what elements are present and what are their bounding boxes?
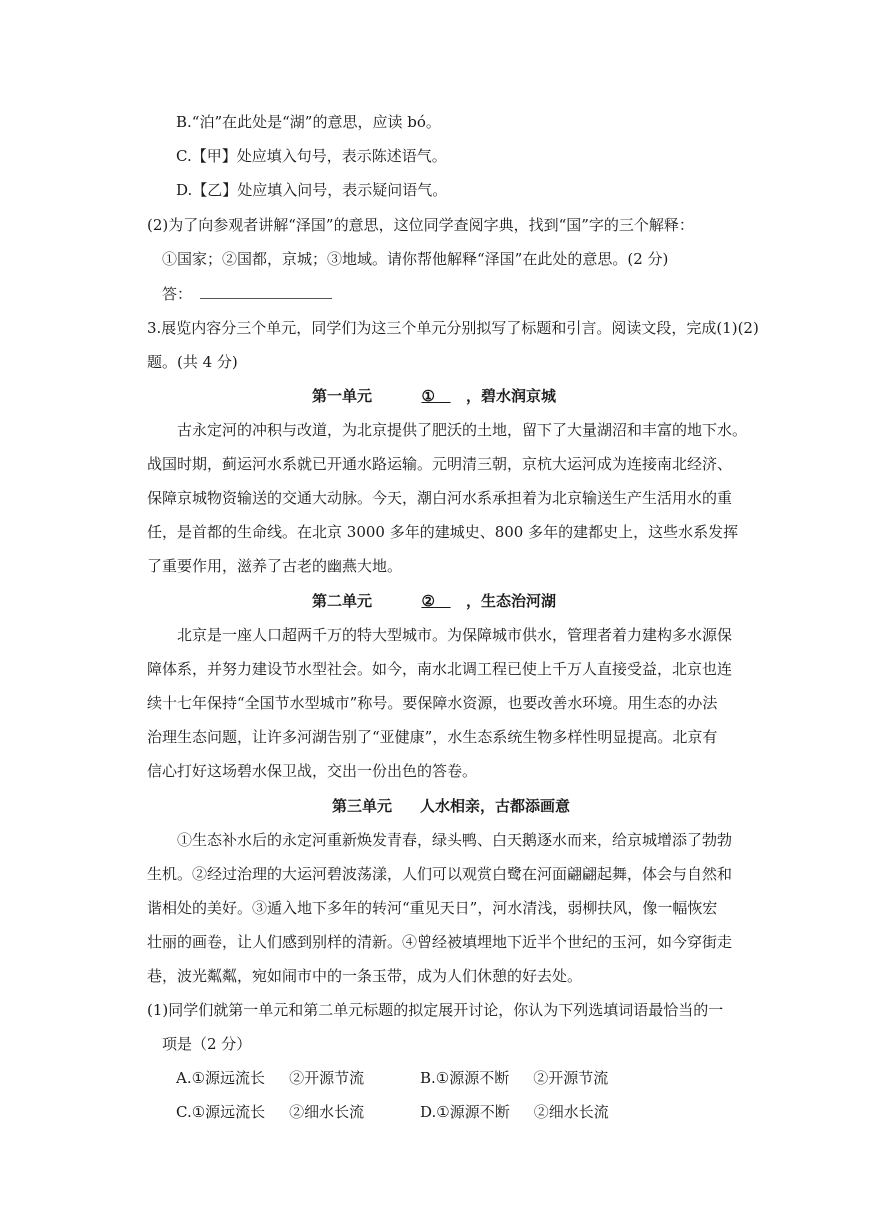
unit2-line: 治理生态问题，让许多河湖告别了“亚健康”，水生态系统生物多样性明显提高。北京有 xyxy=(147,728,718,746)
option-a-row xyxy=(176,1068,364,1088)
unit3-line: 谐相处的美好。③遁入地下多年的转河“重见天日”，河水清浅，弱柳扶风，像一幅恢宏 xyxy=(147,899,718,917)
unit1-line: 了重要作用，滋养了古老的幽燕大地。 xyxy=(147,557,403,575)
option-word-2: ②细水长流 xyxy=(533,1103,609,1121)
option-c-row xyxy=(176,1102,364,1122)
option-letter: B. xyxy=(420,1069,436,1087)
unit2-line: 信心打好这场碧水保卫战，交出一份出色的答卷。 xyxy=(147,762,478,780)
unit2-line: 障体系，并努力建设节水型社会。如今，南水北调工程已使上千万人直接受益，北京也连 xyxy=(147,660,733,678)
unit2-heading xyxy=(312,591,556,611)
unit2-label: 第二单元 xyxy=(312,592,373,610)
option-b-row xyxy=(420,1068,608,1088)
unit2-blank: ② xyxy=(421,592,435,610)
option-word-2: ②细水长流 xyxy=(289,1103,365,1121)
option-word-2: ②开源节流 xyxy=(533,1069,609,1087)
unit1-blank: ① xyxy=(421,387,435,405)
q3-sub1-line2: 项是（2 分） xyxy=(162,1035,252,1053)
option-d: D.【乙】处应填入问号，表示疑问语气。 xyxy=(176,181,448,199)
q3-intro-line1: 3.展览内容分三个单元，同学们为这三个单元分别拟写了标题和引言。阅读文段，完成(1)(2) xyxy=(147,319,759,337)
option-word-1: ①源远流长 xyxy=(191,1069,266,1087)
unit1-title-rest: ，碧水润京城 xyxy=(466,387,557,405)
option-d-row xyxy=(420,1102,609,1122)
unit3-line: ①生态补水后的永定河重新焕发青春，绿头鸭、白天鹅逐水而来，给京城增添了勃勃 xyxy=(177,831,733,849)
q3-sub1-line1: (1)同学们就第一单元和第二单元标题的拟定展开讨论，你认为下列选填词语最恰当的一 xyxy=(147,1001,724,1019)
unit1-label: 第一单元 xyxy=(312,387,373,405)
option-word-1: ①源远流长 xyxy=(191,1103,266,1121)
unit3-title: 人水相亲，古都添画意 xyxy=(420,797,571,815)
q2-sub2-line2: ①国家；②国都，京城；③地域。请你帮他解释“泽国”在此处的意思。(2 分) xyxy=(162,250,669,268)
option-b: B.“泊”在此处是“湖”的意思，应读 bó。 xyxy=(176,113,441,131)
unit1-line: 古永定河的冲积与改道，为北京提供了肥沃的土地，留下了大量湖沼和丰富的地下水。 xyxy=(177,421,748,439)
answer-label: 答： xyxy=(162,285,193,303)
option-word-1: ①源源不断 xyxy=(435,1069,510,1087)
option-word-1: ①源源不断 xyxy=(436,1103,510,1121)
unit1-heading xyxy=(312,386,556,406)
unit3-line: 壮丽的画卷，让人们感到别样的清新。④曾经被填埋地下近半个世纪的玉河，如今穿街走 xyxy=(147,933,733,951)
answer-blank[interactable] xyxy=(200,284,332,299)
unit3-label: 第三单元 xyxy=(332,797,393,815)
unit3-heading xyxy=(332,796,570,816)
unit2-line: 续十七年保持“全国节水型城市”称号。要保障水资源，也要改善水环境。用生态的办法 xyxy=(147,694,718,712)
q2-sub2-line1: (2)为了向参观者讲解“泽国”的意思，这位同学查阅字典，找到“国”字的三个解释： xyxy=(147,216,694,234)
unit3-line: 巷，波光粼粼，宛如闹市中的一条玉带，成为人们休憩的好去处。 xyxy=(147,967,583,985)
unit1-line: 保障京城物资输送的交通大动脉。今天，潮白河水系承担着为北京输送生产生活用水的重 xyxy=(147,489,733,507)
option-letter: A. xyxy=(176,1069,192,1087)
unit3-line: 生机。②经过治理的大运河碧波荡漾，人们可以观赏白鹭在河面翩翩起舞，体会与自然和 xyxy=(147,865,733,883)
unit1-line: 任，是首都的生命线。在北京 3000 多年的建城史、800 多年的建都史上，这些水系发挥 xyxy=(147,523,739,541)
option-word-2: ②开源节流 xyxy=(289,1069,365,1087)
unit1-line: 战国时期，蓟运河水系就已开通水路运输。元明清三朝，京杭大运河成为连接南北经济、 xyxy=(147,455,733,473)
option-letter: C. xyxy=(176,1103,192,1121)
unit2-title-rest: ，生态治河湖 xyxy=(466,592,557,610)
q3-intro-line2: 题。(共 4 分) xyxy=(147,353,238,371)
answer-row xyxy=(162,284,332,304)
unit2-line: 北京是一座人口超两千万的特大型城市。为保障城市供水，管理者着力建构多水源保 xyxy=(177,626,733,644)
option-letter: D. xyxy=(420,1103,437,1121)
option-c: C.【甲】处应填入句号，表示陈述语气。 xyxy=(176,147,447,165)
